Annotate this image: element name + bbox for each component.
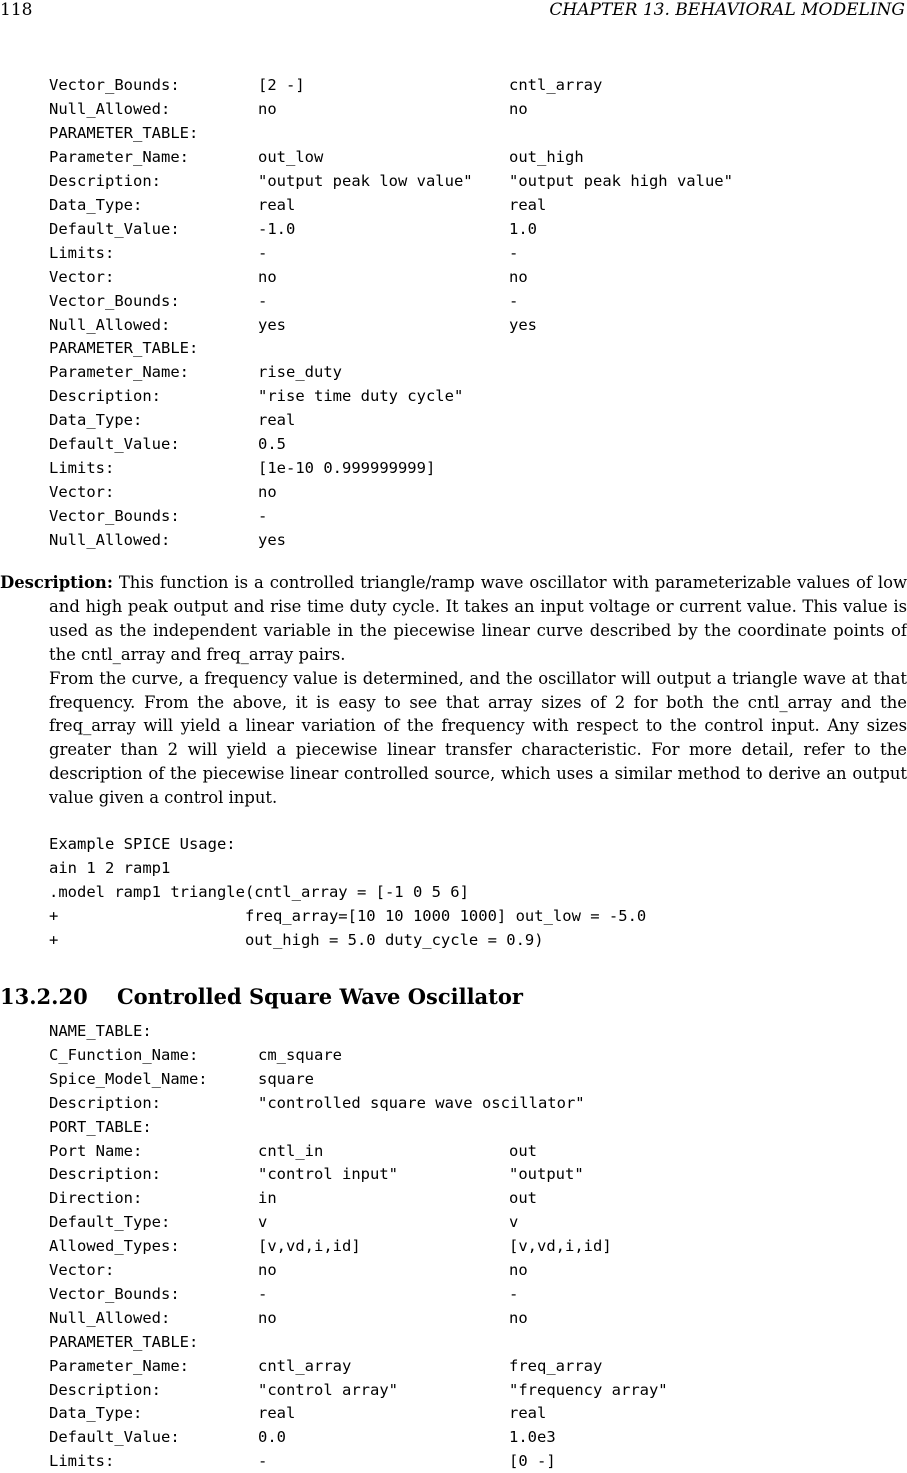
field-value-1: "control input"	[258, 1165, 398, 1184]
example-line: + freq_array=[10 10 1000 1000] out_low = -5.0	[49, 907, 647, 925]
field-value-2: no	[509, 1261, 528, 1279]
example-line: + out_high = 5.0 duty_cycle = 0.9)	[49, 931, 544, 949]
page-header	[0, 0, 907, 24]
field-value-2: yes	[509, 315, 537, 334]
field-name: Description:	[49, 1165, 161, 1184]
field-value-1: -	[258, 507, 268, 526]
field-name: Default_Type:	[49, 1213, 171, 1232]
field-value-2: out_high	[509, 147, 584, 166]
field-name: Null_Allowed:	[49, 1308, 171, 1327]
description-paragraph-1	[0, 571, 907, 667]
field-name: Limits:	[49, 459, 115, 478]
field-value-2: out	[509, 1141, 537, 1160]
field-value-1: real	[258, 1404, 296, 1423]
page-number: 118	[0, 0, 33, 20]
field-value-1: -1.0	[258, 219, 296, 238]
field-value-2: no	[509, 99, 528, 118]
field-name: Direction:	[49, 1189, 143, 1208]
field-name: NAME_TABLE:	[49, 1022, 152, 1040]
field-value-1: cm_square	[258, 1045, 342, 1064]
field-name: PARAMETER_TABLE:	[49, 123, 199, 142]
field-value-2: [v,vd,i,id]	[509, 1237, 612, 1256]
field-value-1: v	[258, 1213, 268, 1232]
field-value-2: "output"	[509, 1165, 584, 1184]
field-name: PARAMETER_TABLE:	[49, 1332, 199, 1351]
field-name: Vector_Bounds:	[49, 291, 180, 310]
field-value-1: no	[258, 99, 277, 118]
field-value-1: real	[258, 195, 296, 214]
field-value-2: freq_array	[509, 1356, 603, 1375]
field-value-2: [0 -]	[509, 1452, 556, 1471]
field-name: Vector_Bounds:	[49, 1284, 180, 1303]
field-name: Allowed_Types:	[49, 1237, 180, 1256]
field-value-1: "rise time duty cycle"	[258, 387, 464, 406]
field-value-2: real	[509, 1404, 547, 1423]
field-value-1: square	[258, 1069, 314, 1088]
field-value-2: 1.0e3	[509, 1428, 556, 1447]
field-value-1: real	[258, 411, 296, 430]
field-value-1: "controlled square wave oscillator"	[258, 1093, 585, 1112]
field-name: Data_Type:	[49, 1404, 143, 1423]
section-heading	[0, 984, 523, 1009]
field-value-1: 0.5	[258, 435, 286, 454]
field-name: Description:	[49, 1380, 161, 1399]
field-value-1: -	[258, 291, 268, 310]
field-value-2: out	[509, 1189, 537, 1208]
field-name: Limits:	[49, 243, 115, 262]
field-value-2: v	[509, 1213, 519, 1232]
field-name: Vector_Bounds:	[49, 507, 180, 526]
field-value-2: no	[509, 1308, 528, 1327]
field-name: Description:	[49, 171, 161, 190]
example-line: .model ramp1 triangle(cntl_array = [-1 0 5 6]	[49, 883, 469, 901]
field-name: Default_Value:	[49, 1428, 180, 1447]
field-name: Null_Allowed:	[49, 315, 171, 334]
section-title: Controlled Square Wave Oscillator	[116, 984, 523, 1009]
field-value-1: "control array"	[258, 1380, 398, 1399]
field-value-1: -	[258, 1452, 268, 1471]
field-value-2: cntl_array	[509, 76, 603, 94]
description-label: Description:	[0, 573, 113, 592]
field-name: PORT_TABLE:	[49, 1117, 152, 1136]
field-value-1: no	[258, 267, 277, 286]
field-value-1: -	[258, 243, 268, 262]
field-value-1: out_low	[258, 147, 324, 166]
field-name: Vector:	[49, 267, 115, 286]
field-value-1: [1e-10 0.999999999]	[258, 459, 436, 478]
field-name: Vector:	[49, 483, 115, 502]
field-name: Parameter_Name:	[49, 363, 189, 382]
field-name: C_Function_Name:	[49, 1045, 199, 1064]
field-value-2: -	[509, 291, 519, 310]
description-text-1: This function is a controlled triangle/ramp wave oscillator with parameterizable values of low and high peak output and rise time duty cycle. It takes an input voltage or current value. This value is used as the independent variable in the piecewise linear curve described by the coordinate points of the cntl_array and freq_array pairs.	[49, 573, 907, 664]
field-name: Parameter_Name:	[49, 147, 189, 166]
field-value-1: "output peak low value"	[258, 171, 473, 190]
field-name: Data_Type:	[49, 195, 143, 214]
field-name: Description:	[49, 387, 161, 406]
section-number: 13.2.20	[0, 984, 88, 1009]
field-value-1: -	[258, 1284, 268, 1303]
field-value-1: no	[258, 483, 277, 502]
field-value-2: real	[509, 195, 547, 214]
field-value-2: -	[509, 1284, 519, 1303]
field-name: Limits:	[49, 1452, 115, 1471]
field-value-1: yes	[258, 531, 286, 550]
field-name: Null_Allowed:	[49, 99, 171, 118]
field-value-1: no	[258, 1261, 277, 1279]
field-name: PARAMETER_TABLE:	[49, 339, 199, 358]
field-value-2: 1.0	[509, 219, 537, 238]
field-name: Default_Value:	[49, 219, 180, 238]
field-value-1: no	[258, 1308, 277, 1327]
field-name: Vector_Bounds:	[49, 76, 180, 94]
field-value-1: 0.0	[258, 1428, 286, 1447]
field-name: Spice_Model_Name:	[49, 1069, 208, 1088]
example-line: Example SPICE Usage:	[49, 835, 236, 853]
field-value-1: cntl_in	[258, 1141, 324, 1160]
field-name: Parameter_Name:	[49, 1356, 189, 1375]
field-name: Default_Value:	[49, 435, 180, 454]
field-value-2: "frequency array"	[509, 1380, 668, 1399]
field-value-2: "output peak high value"	[509, 171, 733, 190]
field-name: Vector:	[49, 1261, 115, 1279]
field-name: Data_Type:	[49, 411, 143, 430]
field-name: Port Name:	[49, 1141, 143, 1160]
description-section	[0, 571, 907, 810]
field-value-1: cntl_array	[258, 1356, 352, 1375]
field-value-2: no	[509, 267, 528, 286]
field-name: Description:	[49, 1093, 161, 1112]
field-value-1: in	[258, 1189, 277, 1208]
field-name: Null_Allowed:	[49, 531, 171, 550]
field-value-1: [v,vd,i,id]	[258, 1237, 361, 1256]
description-paragraph-2: From the curve, a frequency value is determined, and the oscillator will output a triangle wave at that frequency. From the above, it is easy to see that array sizes of 2 for both the cntl_array and the freq_array will yield a linear variation of the frequency with respect to the control input. Any sizes greater than 2 will yield a piecewise linear transfer characteristic. For more detail, refer to the description of the piecewise linear controlled source, which uses a similar method to derive an output value given a control input.	[49, 668, 907, 808]
field-value-1: yes	[258, 315, 286, 334]
spice-example	[49, 832, 646, 952]
field-value-1: rise_duty	[258, 363, 342, 382]
example-line: ain 1 2 ramp1	[49, 859, 171, 877]
field-value-1: [2 -]	[258, 76, 305, 94]
chapter-title: CHAPTER 13. BEHAVIORAL MODELING	[549, 0, 905, 20]
field-value-2: -	[509, 243, 519, 262]
